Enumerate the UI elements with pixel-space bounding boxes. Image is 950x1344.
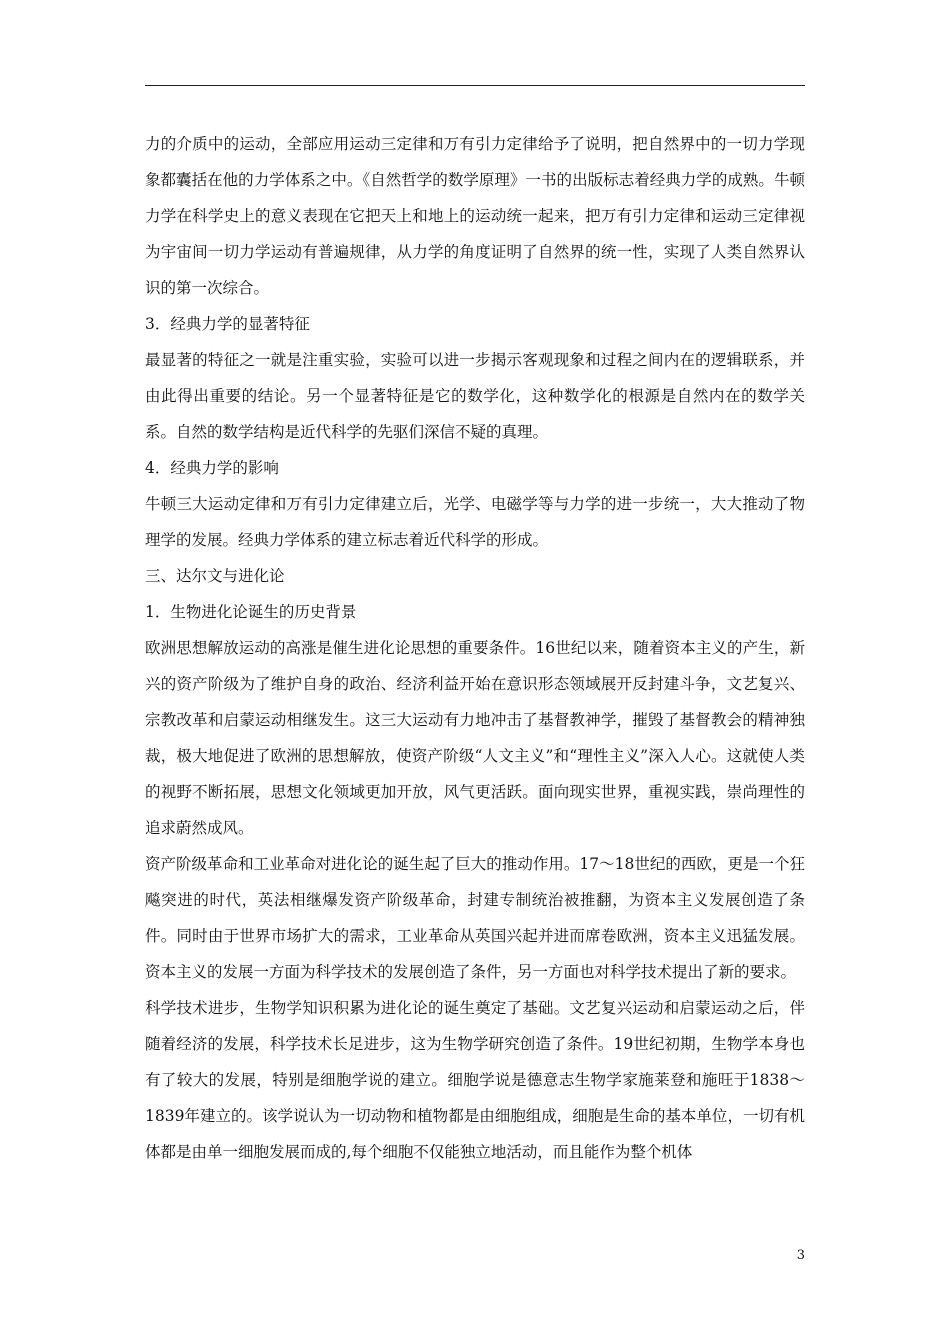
header-rule bbox=[145, 85, 805, 86]
section-heading: 4．经典力学的影响 bbox=[145, 459, 279, 477]
page-number: 3 bbox=[796, 1248, 805, 1263]
paragraph: 欧洲思想解放运动的高涨是催生进化论思想的重要条件。16世纪以来，随着资本主义的产生，新兴的资产阶级为了维护自身的政治、经济利益开始在意识形态领域展开反封建斗争，文艺复兴、宗教改革和启蒙运动相继发生。这三大运动有力地冲击了基督教神学，摧毁了基督教会的精神独裁，极大地促进了欧洲的思想解放，使资产阶级“人文主义”和“理性主义”深入人心。这就使人类的视野不断拓展，思想文化领域更加开放，风气更活跃。面向现实世界，重视实践，崇尚理性的追求蔚然成风。 bbox=[145, 639, 805, 837]
paragraph: 科学技术进步，生物学知识积累为进化论的诞生奠定了基础。文艺复兴运动和启蒙运动之后，伴随着经济的发展，科学技术长足进步，这为生物学研究创造了条件。19世纪初期，生物学本身也有了较大的发展，特别是细胞学说的建立。细胞学说是德意志生物学家施莱登和施旺于1838～1839年建立的。该学说认为一切动物和植物都是由细胞组成，细胞是生命的基本单位，一切有机体都是由单一细胞发展而成的,每个细胞不仅能独立地活动，而且能作为整个机体 bbox=[145, 999, 805, 1161]
document-body bbox=[145, 126, 805, 1170]
section-heading: 3．经典力学的显著特征 bbox=[145, 315, 310, 333]
paragraph: 资产阶级革命和工业革命对进化论的诞生起了巨大的推动作用。17～18世纪的西欧，更是一个狂飚突进的时代，英法相继爆发资产阶级革命，封建专制统治被推翻，为资本主义发展创造了条件。同时由于世界市场扩大的需求，工业革命从英国兴起并进而席卷欧洲，资本主义迅猛发展。资本主义的发展一方面为科学技术的发展创造了条件，另一方面也对科学技术提出了新的要求。 bbox=[145, 855, 805, 981]
chapter-heading: 三、达尔文与进化论 bbox=[145, 567, 285, 585]
paragraph: 牛顿三大运动定律和万有引力定律建立后，光学、电磁学等与力学的进一步统一，大大推动了物理学的发展。经典力学体系的建立标志着近代科学的形成。 bbox=[145, 495, 805, 549]
paragraph: 力的介质中的运动，全部应用运动三定律和万有引力定律给予了说明，把自然界中的一切力学现象都囊括在他的力学体系之中。《自然哲学的数学原理》一书的出版标志着经典力学的成熟。牛顿力学在科学史上的意义表现在它把天上和地上的运动统一起来，把万有引力定律和运动三定律视为宇宙间一切力学运动有普遍规律，从力学的角度证明了自然界的统一性，实现了人类自然界认识的第一次综合。 bbox=[145, 135, 805, 297]
section-heading: 1．生物进化论诞生的历史背景 bbox=[145, 603, 357, 621]
paragraph: 最显著的特征之一就是注重实验，实验可以进一步揭示客观现象和过程之间内在的逻辑联系，并由此得出重要的结论。另一个显著特征是它的数学化，这种数学化的根源是自然内在的数学关系。自然的数学结构是近代科学的先驱们深信不疑的真理。 bbox=[145, 351, 805, 441]
